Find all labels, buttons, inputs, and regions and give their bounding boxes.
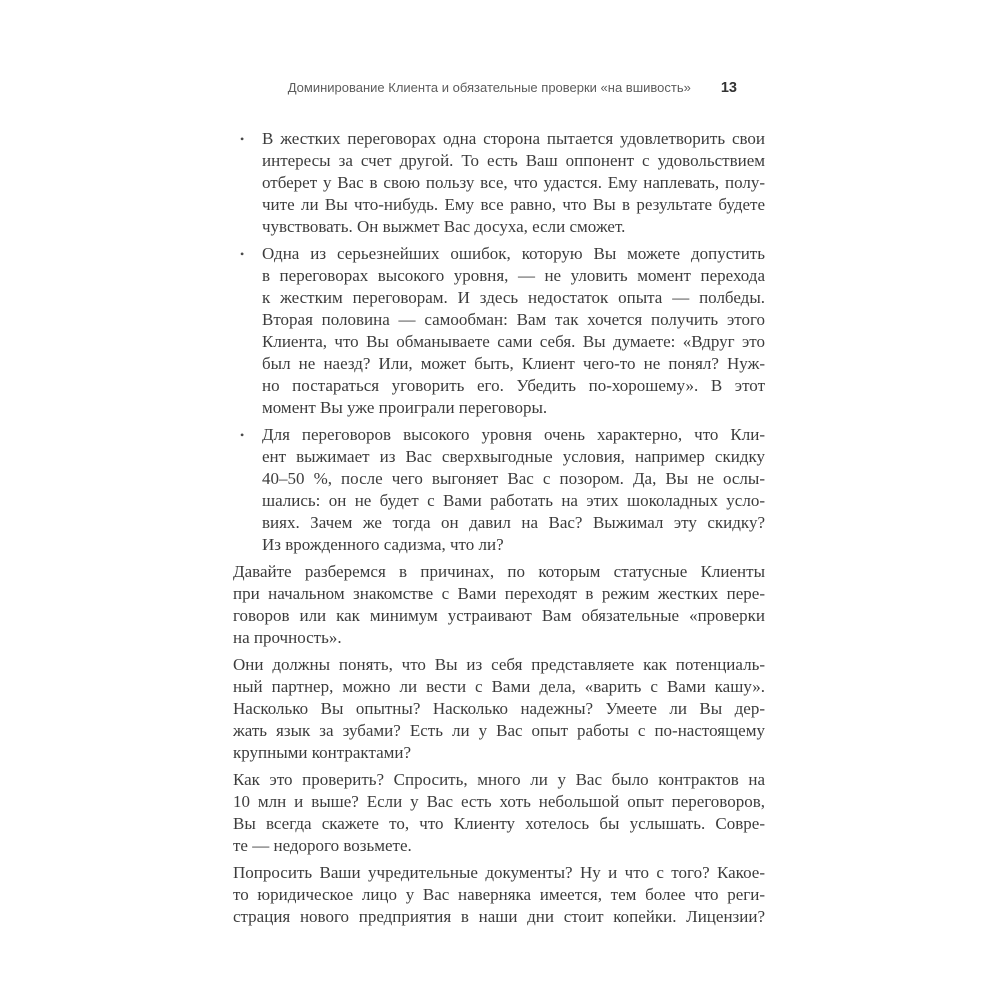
text-line: Давайте разберемся в причинах, по которым статусные Клиенты — [233, 562, 765, 581]
text-line: крупными контрактами? — [233, 743, 412, 762]
paragraph — [233, 769, 765, 857]
text-line: 40–50 %, после чего выгоняет Вас с позором. Да, Вы не ослы- — [262, 469, 765, 488]
text-line: 10 млн и выше? Если у Вас есть хоть небольшой опыт переговоров, — [233, 792, 765, 811]
text-line: Из врожденного садизма, что ли? — [262, 535, 504, 554]
text-line: виях. Зачем же тогда он давил на Вас? Выжимал эту скидку? — [262, 513, 765, 532]
text-line: Насколько Вы опытны? Насколько надежны? Умеете ли Вы дер- — [233, 699, 765, 718]
paragraph — [233, 654, 765, 764]
text-line: при начальном знакомстве с Вами переходят в режим жестких пере- — [233, 584, 765, 603]
text-line: момент Вы уже проиграли переговоры. — [262, 398, 548, 417]
bullet-icon: • — [240, 247, 245, 261]
text-line: говоров или как минимум устраивают Вам обязательные «проверки — [233, 606, 765, 625]
text-line: страция нового предприятия в наши дни стоит копейки. Лицензии? — [233, 907, 765, 926]
bullet-item — [233, 424, 765, 556]
text-line: Для переговоров высокого уровня очень характерно, что Кли- — [262, 425, 765, 444]
text-line: чувствовать. Он выжмет Вас досуха, если сможет. — [262, 217, 626, 236]
paragraph — [233, 561, 765, 649]
text-line: Как это проверить? Спросить, много ли у Вас было контрактов на — [233, 770, 765, 789]
bullet-icon: • — [240, 132, 245, 146]
text-line: отберет у Вас в свою пользу все, что удастся. Ему наплевать, полу- — [262, 173, 765, 192]
bullet-text — [262, 128, 765, 238]
text-line: ент выжимает из Вас сверхвыгодные условия, например скидку — [262, 447, 765, 466]
text-line: в переговорах высокого уровня, — не уловить момент перехода — [262, 266, 765, 285]
text-line: интересы за счет другой. То есть Ваш оппонент с удовольствием — [262, 151, 765, 170]
bullet-icon: • — [240, 428, 245, 442]
text-line: к жестким переговорам. И здесь недостаток опыта — полбеды. — [262, 288, 765, 307]
running-head-title: Доминирование Клиента и обязательные проверки «на вшивость» — [287, 80, 691, 95]
bullet-item — [233, 243, 765, 419]
text-line: Попросить Ваши учредительные документы? Ну и что с того? Какое- — [233, 863, 765, 882]
text-line: но постараться уговорить его. Убедить по-хорошему». В этот — [262, 376, 765, 395]
text-line: те — недорого возьмете. — [233, 836, 412, 855]
page-number: 13 — [720, 80, 737, 96]
text-line: Клиента, что Вы обманываете сами себя. Вы думаете: «Вдруг это — [262, 332, 765, 351]
paragraph — [233, 862, 765, 928]
bullet-item — [233, 128, 765, 238]
text-line: Они должны понять, что Вы из себя представляете как потенциаль- — [233, 655, 765, 674]
text-line: то юридическое лицо у Вас наверняка имеется, тем более что реги- — [233, 885, 765, 904]
text-line: шались: он не будет с Вами работать на этих шоколадных усло- — [262, 491, 765, 510]
page-body — [233, 128, 765, 933]
text-line: В жестких переговорах одна сторона пытается удовлетворить свои — [262, 129, 765, 148]
text-line: Вы всегда скажете то, что Клиенту хотелось бы услышать. Совре- — [233, 814, 765, 833]
running-head — [233, 80, 765, 96]
text-line: жать язык за зубами? Есть ли у Вас опыт работы с по-настоящему — [233, 721, 765, 740]
text-line: на прочность». — [233, 628, 342, 647]
text-line: Одна из серьезнейших ошибок, которую Вы можете допустить — [262, 244, 765, 263]
text-line: Вторая половина — самообман: Вам так хочется получить этого — [262, 310, 765, 329]
text-line: ный партнер, можно ли вести с Вами дела, «варить с Вами кашу». — [233, 677, 765, 696]
bullet-text — [262, 424, 765, 556]
text-line: был не наезд? Или, может быть, Клиент чего-то не понял? Нуж- — [262, 354, 765, 373]
text-line: чите ли Вы что-нибудь. Ему все равно, что Вы в результате будете — [262, 195, 765, 214]
bullet-text — [262, 243, 765, 419]
